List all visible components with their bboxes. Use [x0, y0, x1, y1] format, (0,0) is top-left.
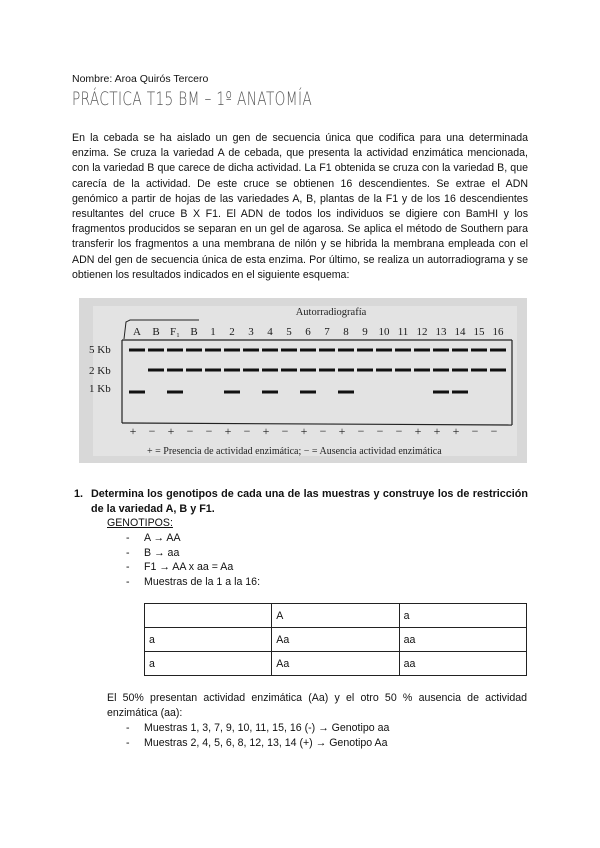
activity-sign: −: [243, 424, 251, 438]
band-kb5: [376, 349, 392, 352]
band-kb5: [414, 349, 430, 352]
samples-list: [126, 721, 389, 750]
list-item: - Muestras de la 1 a la 16:: [126, 575, 260, 590]
table-cell: Aa: [272, 652, 399, 676]
band-kb5: [129, 349, 145, 352]
band-kb5: [224, 349, 240, 352]
activity-sign: +: [452, 424, 460, 438]
lane-label: 11: [397, 326, 409, 338]
table-cell: a: [145, 628, 272, 652]
activity-sign: −: [490, 424, 498, 438]
band-kb2: [205, 369, 221, 372]
figure-legend: + = Presencia de actividad enzimática; − = Ausencia actividad enzimática: [147, 446, 442, 457]
activity-sign: −: [395, 424, 403, 438]
band-kb5: [471, 349, 487, 352]
genotypes-label: GENOTIPOS:: [107, 517, 173, 529]
lane-label: 13: [435, 326, 447, 338]
band-kb2: [262, 369, 278, 372]
lane-label: B: [152, 326, 160, 338]
activity-sign: −: [148, 424, 156, 438]
page-title: PRÁCTICA T15 BM – 1º ANATOMÍA: [72, 88, 313, 110]
table-cell: Aa: [272, 628, 399, 652]
band-kb2: [224, 369, 240, 372]
lane-label: 4: [267, 326, 273, 338]
author-name: Nombre: Aroa Quirós Tercero: [72, 73, 209, 85]
band-kb2: [186, 369, 202, 372]
lane-label: 15: [473, 326, 485, 338]
activity-sign: +: [300, 424, 308, 438]
band-kb5: [186, 349, 202, 352]
genotypes-list: [126, 531, 260, 589]
band-kb1: [129, 391, 145, 394]
band-kb1: [262, 391, 278, 394]
intro-paragraph: En la cebada se ha aislado un gen de secuencia única que codifica para una determinada enzima. Se cruza la variedad A de cebada, que presenta la actividad enzimática mencionada, con la variedad B que carece de dicha actividad. La F1 obtenida se cruza con la variedad B, que carecía de la actividad. De este cruce se obtienen 16 descendientes. Se extrae el ADN genómico a partir de hojas de las variedades A, B, plantas de la F1 y de los 16 descendientes resultantes del cruce B X F1. El ADN de todos los individuos se digiere con BamHI y los fragmentos producidos se separan en un gel de agarosa. Se aplica el método de Southern para transferir los fragmentos a una membrana de nilón y se hibrida la membrana empleada con el ADN del gen de secuencia única de esta enzima. Por último, se realiza un autorradiograma y se obtienen los resultados indicados en el siguiente esquema:: [72, 132, 528, 281]
band-kb5: [357, 349, 373, 352]
figure-title: Autorradiografía: [295, 307, 367, 318]
band-kb2: [338, 369, 354, 372]
lane-label: F₁: [170, 326, 180, 338]
lane-label: 6: [305, 326, 311, 338]
table-row: [145, 652, 527, 676]
autoradiography-figure: [79, 298, 527, 463]
band-kb5: [395, 349, 411, 352]
band-kb2: [452, 369, 468, 372]
band-kb5: [281, 349, 297, 352]
lane-label: B: [190, 326, 198, 338]
band-kb5: [205, 349, 221, 352]
band-kb1: [433, 391, 449, 394]
band-kb2: [300, 369, 316, 372]
lane-label: 1: [210, 326, 216, 338]
band-kb2: [243, 369, 259, 372]
activity-sign: +: [338, 424, 346, 438]
band-kb5: [243, 349, 259, 352]
lane-label: 5: [286, 326, 292, 338]
list-item: - Muestras 2, 4, 5, 6, 8, 12, 13, 14 (+) → Genotipo Aa: [126, 736, 389, 751]
table-row: [145, 628, 527, 652]
size-label: 1 Kb: [89, 383, 111, 395]
activity-sign: +: [129, 424, 137, 438]
table-row: [145, 604, 527, 628]
table-cell: aa: [399, 652, 526, 676]
size-label: 2 Kb: [89, 365, 111, 377]
activity-sign: +: [167, 424, 175, 438]
table-cell: A: [272, 604, 399, 628]
band-kb5: [490, 349, 506, 352]
band-kb2: [433, 369, 449, 372]
activity-sign: +: [433, 424, 441, 438]
band-kb5: [262, 349, 278, 352]
lane-label: 10: [378, 326, 390, 338]
band-kb5: [167, 349, 183, 352]
band-kb5: [148, 349, 164, 352]
activity-sign: +: [224, 424, 232, 438]
band-kb2: [281, 369, 297, 372]
band-kb5: [433, 349, 449, 352]
activity-sign: +: [262, 424, 270, 438]
table-cell: a: [399, 604, 526, 628]
band-kb1: [167, 391, 183, 394]
lane-label: 12: [416, 326, 428, 338]
autoradiography-image: [79, 298, 527, 463]
band-kb1: [300, 391, 316, 394]
band-kb2: [148, 369, 164, 372]
activity-sign: −: [281, 424, 289, 438]
band-kb1: [224, 391, 240, 394]
band-kb5: [319, 349, 335, 352]
band-kb2: [471, 369, 487, 372]
activity-sign: −: [471, 424, 479, 438]
band-kb5: [338, 349, 354, 352]
lane-label: A: [133, 326, 141, 338]
band-kb2: [395, 369, 411, 372]
band-kb1: [338, 391, 354, 394]
band-kb2: [167, 369, 183, 372]
lane-label: 3: [248, 326, 254, 338]
band-kb2: [414, 369, 430, 372]
band-kb2: [376, 369, 392, 372]
conclusion-text: El 50% presentan actividad enzimática (Aa) y el otro 50 % ausencia de actividad enzimática (aa):: [107, 692, 527, 719]
activity-sign: +: [414, 424, 422, 438]
list-item: - Muestras 1, 3, 7, 9, 10, 11, 15, 16 (-) → Genotipo aa: [126, 721, 389, 736]
question-text: Determina los genotipos de cada una de las muestras y construye los de restricción de la variedad A, B y F1.: [91, 488, 528, 515]
band-kb5: [300, 349, 316, 352]
band-kb1: [452, 391, 468, 394]
band-kb2: [319, 369, 335, 372]
lane-label: 14: [454, 326, 466, 338]
list-item: - B → aa: [126, 546, 260, 561]
band-kb5: [452, 349, 468, 352]
table-cell: [145, 604, 272, 628]
lane-label: 16: [492, 326, 504, 338]
question-number: 1.: [74, 488, 84, 500]
list-item: - A → AA: [126, 531, 260, 546]
lane-label: 2: [229, 326, 235, 338]
lane-label: 9: [362, 326, 368, 338]
activity-sign: −: [319, 424, 327, 438]
band-kb2: [490, 369, 506, 372]
table-cell: aa: [399, 628, 526, 652]
activity-sign: −: [186, 424, 194, 438]
size-label: 5 Kb: [89, 344, 111, 356]
band-kb2: [357, 369, 373, 372]
punnett-table: [144, 603, 527, 676]
lane-label: 8: [343, 326, 349, 338]
lane-label: 7: [324, 326, 330, 338]
question-1: [74, 487, 528, 517]
table-cell: a: [145, 652, 272, 676]
activity-sign: −: [205, 424, 213, 438]
list-item: - F1 → AA x aa = Aa: [126, 560, 260, 575]
activity-sign: −: [376, 424, 384, 438]
activity-sign: −: [357, 424, 365, 438]
